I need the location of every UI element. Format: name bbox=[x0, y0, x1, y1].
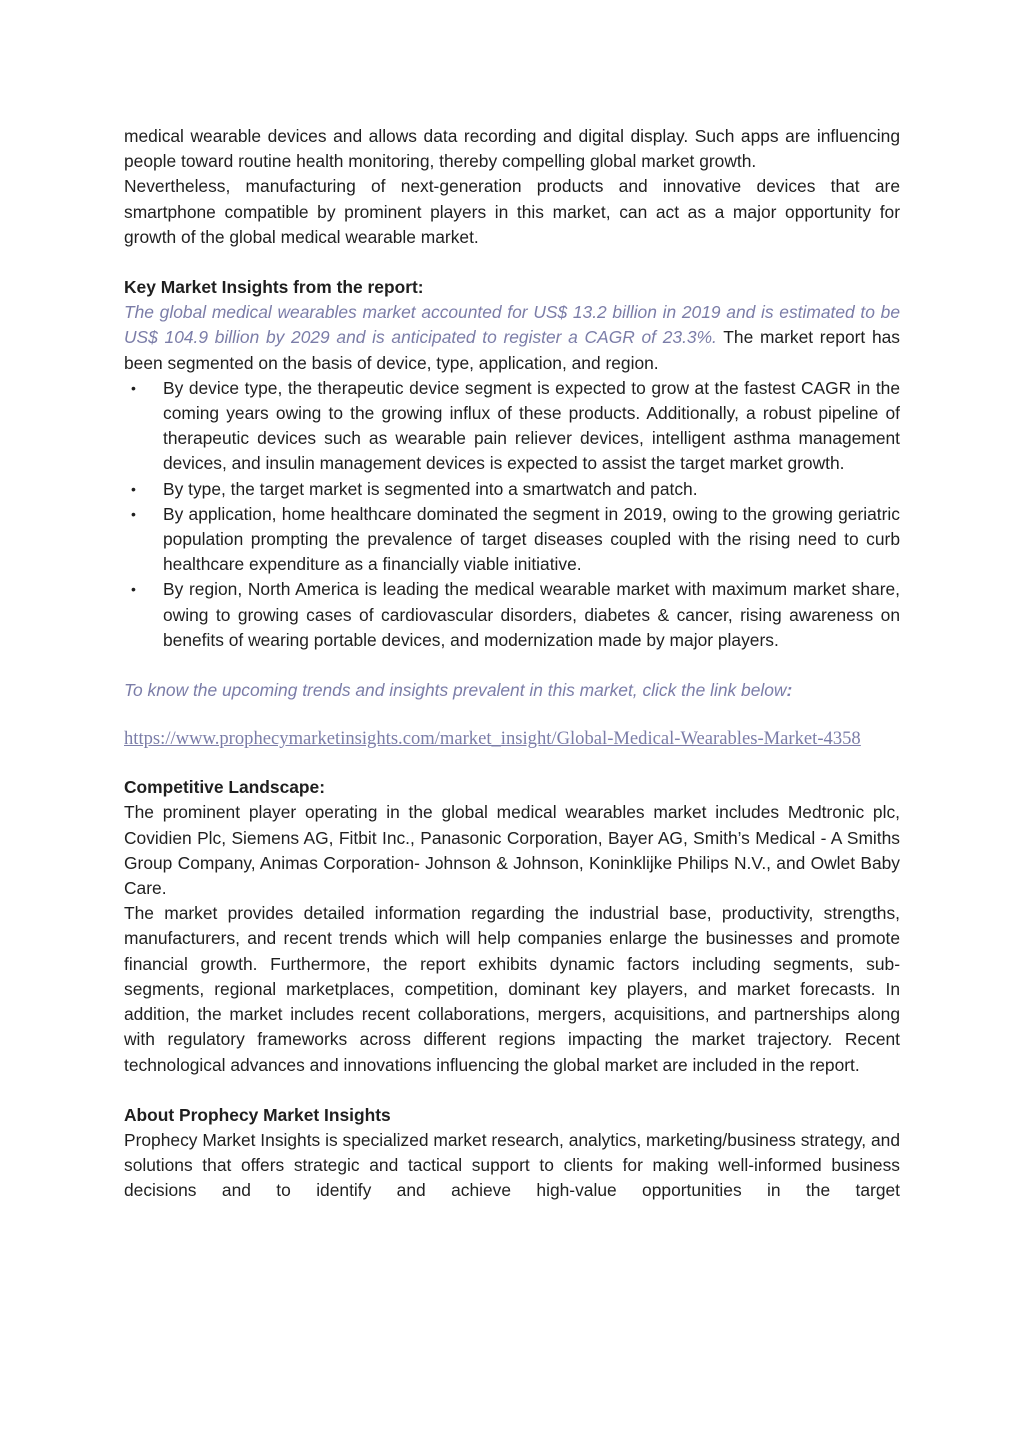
list-item-text: By application, home healthcare dominated the segment in 2019, owing to the growing geriatric population prompting the prevalence of target diseases coupled with the rising need to curb healthcare expenditure as a financially viable initiative. bbox=[163, 503, 900, 575]
list-item bbox=[124, 477, 900, 502]
about-heading: About Prophecy Market Insights bbox=[124, 1104, 391, 1125]
market-report-link-anchor[interactable]: https://www.prophecymarketinsights.com/market_insight/Global-Medical-Wearables-Market-4358 bbox=[124, 728, 861, 750]
market-report-link[interactable] bbox=[124, 728, 900, 750]
intro-paragraph-1: medical wearable devices and allows data recording and digital display. Such apps are influencing people toward routine health monitoring, thereby compelling global market growth. bbox=[124, 126, 900, 172]
key-insights-paragraph bbox=[124, 300, 900, 376]
bullet-icon: • bbox=[131, 480, 136, 497]
cta-paragraph bbox=[124, 678, 900, 703]
key-insights-text: The market report has been segmented on the basis of device, type, application, and region. bbox=[124, 327, 900, 373]
bullet-icon: • bbox=[131, 505, 136, 522]
spacer bbox=[124, 250, 900, 275]
document-page bbox=[124, 124, 900, 1204]
competitive-paragraph-2: The market provides detailed information regarding the industrial base, productivity, strengths, manufacturers, and recent trends which will help companies enlarge the businesses and promote financial growth. Furthermore, the report exhibits dynamic factors including segments, sub-segments, regional marketplaces, competition, dominant key players, and market forecasts. In addition, the market includes recent collaborations, mergers, acquisitions, and partnerships along with regulatory frameworks across different regions impacting the market trajectory. Recent technological advances and innovations influencing the global market are included in the report. bbox=[124, 903, 900, 1075]
list-item bbox=[124, 502, 900, 578]
spacer bbox=[124, 1078, 900, 1103]
key-insights-list bbox=[124, 376, 900, 653]
spacer bbox=[124, 703, 900, 728]
spacer bbox=[124, 750, 900, 775]
list-item-text: By region, North America is leading the medical wearable market with maximum market share, owing to growing cases of cardiovascular disorders, diabetes & cancer, rising awareness on benefits of wearing portable devices, and modernization made by major players. bbox=[163, 579, 900, 650]
bullet-icon: • bbox=[131, 581, 136, 598]
list-item-text: By type, the target market is segmented into a smartwatch and patch. bbox=[163, 478, 698, 499]
key-insights-heading: Key Market Insights from the report: bbox=[124, 277, 424, 298]
intro-paragraph-2: Nevertheless, manufacturing of next-generation products and innovative devices that are smartphone compatible by prominent players in this market, can act as a major opportunity for growth of the global medical wearable market. bbox=[124, 176, 900, 247]
list-item-text: By device type, the therapeutic device segment is expected to grow at the fastest CAGR in the coming years owing to the growing influx of these products. Additionally, a robust pipeline of therapeutic devices such as wearable pain reliever devices, intelligent asthma management devices, and insulin management devices is expected to assist the target market growth. bbox=[163, 377, 900, 474]
list-item bbox=[124, 577, 900, 653]
cta-colon: : bbox=[786, 680, 793, 701]
about-paragraph-1: Prophecy Market Insights is specialized market research, analytics, marketing/business strategy, and solutions that offers strategic and tactical support to clients for making well-informed business decisions and to identify and achieve high-value opportunities in the target bbox=[124, 1129, 900, 1201]
competitive-paragraph-1: The prominent player operating in the global medical wearables market includes Medtronic plc, Covidien Plc, Siemens AG, Fitbit Inc., Panasonic Corporation, Bayer AG, Smith’s Medical - A Smiths Group Company, Animas Corporation- Johnson & Johnson, Koninklijke Philips N.V., and Owlet Baby Care. bbox=[124, 802, 900, 899]
spacer bbox=[124, 653, 900, 678]
key-insights-highlight: The global medical wearables market accounted for US$ 13.2 billion in 2019 and is estimated to be US$ 104.9 billion by 2029 and is anticipated to register a CAGR of 23.3%. bbox=[124, 302, 900, 348]
list-item bbox=[124, 376, 900, 477]
competitive-heading: Competitive Landscape: bbox=[124, 777, 326, 798]
cta-text: To know the upcoming trends and insights prevalent in this market, click the link below bbox=[124, 680, 787, 701]
bullet-icon: • bbox=[131, 379, 136, 396]
